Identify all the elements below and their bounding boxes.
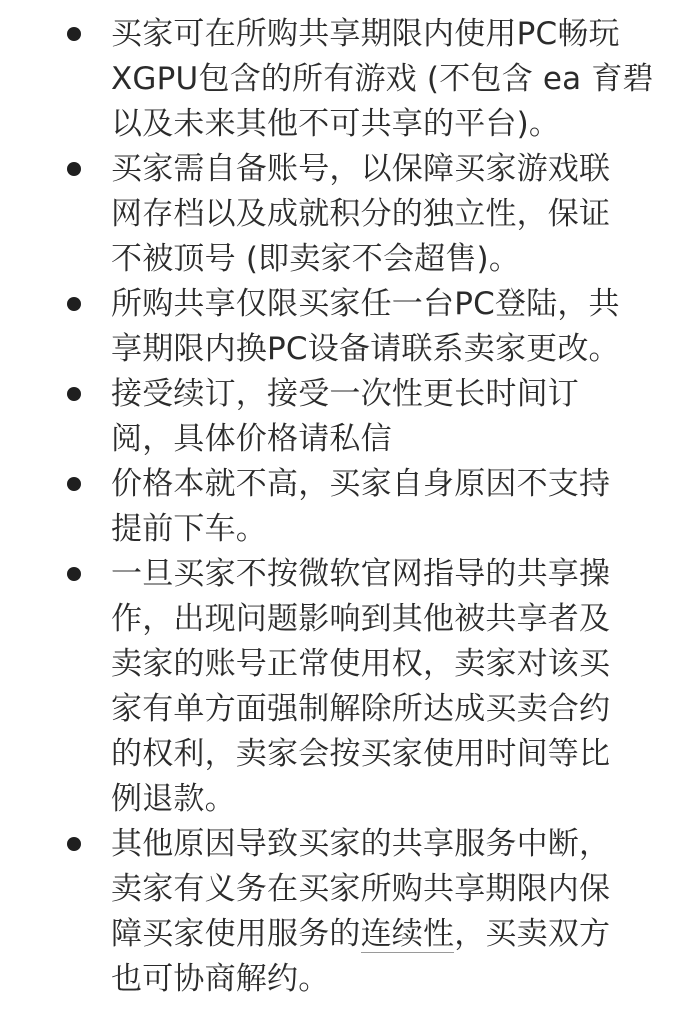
bullet-dot-icon [67,477,81,491]
list-item [0,822,687,1002]
list-item [0,12,687,147]
term-text-before: 其他原因导致买家的共享服务中断， 卖家有义务在买家所购共享期限内保 障买家使用服务的 [111,826,611,952]
term-text: 买家可在所购共享期限内使用PC畅玩 XGPU包含的所有游戏 (不包含 ea 育碧 以及未来其他不可共享的平台)。 [111,16,654,142]
list-item [0,552,687,822]
bullet-dot-icon [67,567,81,581]
bullet-dot-icon [67,387,81,401]
list-item [0,282,687,372]
term-text: 所购共享仅限买家任一台PC登陆，共 享期限内换PC设备请联系卖家更改。 [111,286,620,367]
list-item [0,462,687,552]
term-text: 价格本就不高，买家自身原因不支持 提前下车。 [111,466,611,547]
bullet-dot-icon [67,27,81,41]
term-text [111,822,657,1002]
highlighted-word: 连续性 [360,916,455,952]
term-text: 一旦买家不按微软官网指导的共享操 作，出现问题影响到其他被共享者及 卖家的账号正常使用权，卖家对该买 家有单方面强制解除所达成买卖合约 的权利，卖家会按买家使用时间等比 例退款。 [111,556,611,817]
term-text: 接受续订，接受一次性更长时间订 阅，具体价格请私信 [111,376,579,457]
bullet-dot-icon [67,297,81,311]
term-text-after: ，买卖双方 也可协商解约。 [111,916,611,997]
list-item [0,147,687,282]
terms-list [0,12,687,1002]
bullet-dot-icon [67,162,81,176]
list-item [0,372,687,462]
bullet-dot-icon [67,837,81,851]
term-text: 买家需自备账号，以保障买家游戏联 网存档以及成就积分的独立性，保证 不被顶号 (即卖家不会超售)。 [111,151,611,277]
